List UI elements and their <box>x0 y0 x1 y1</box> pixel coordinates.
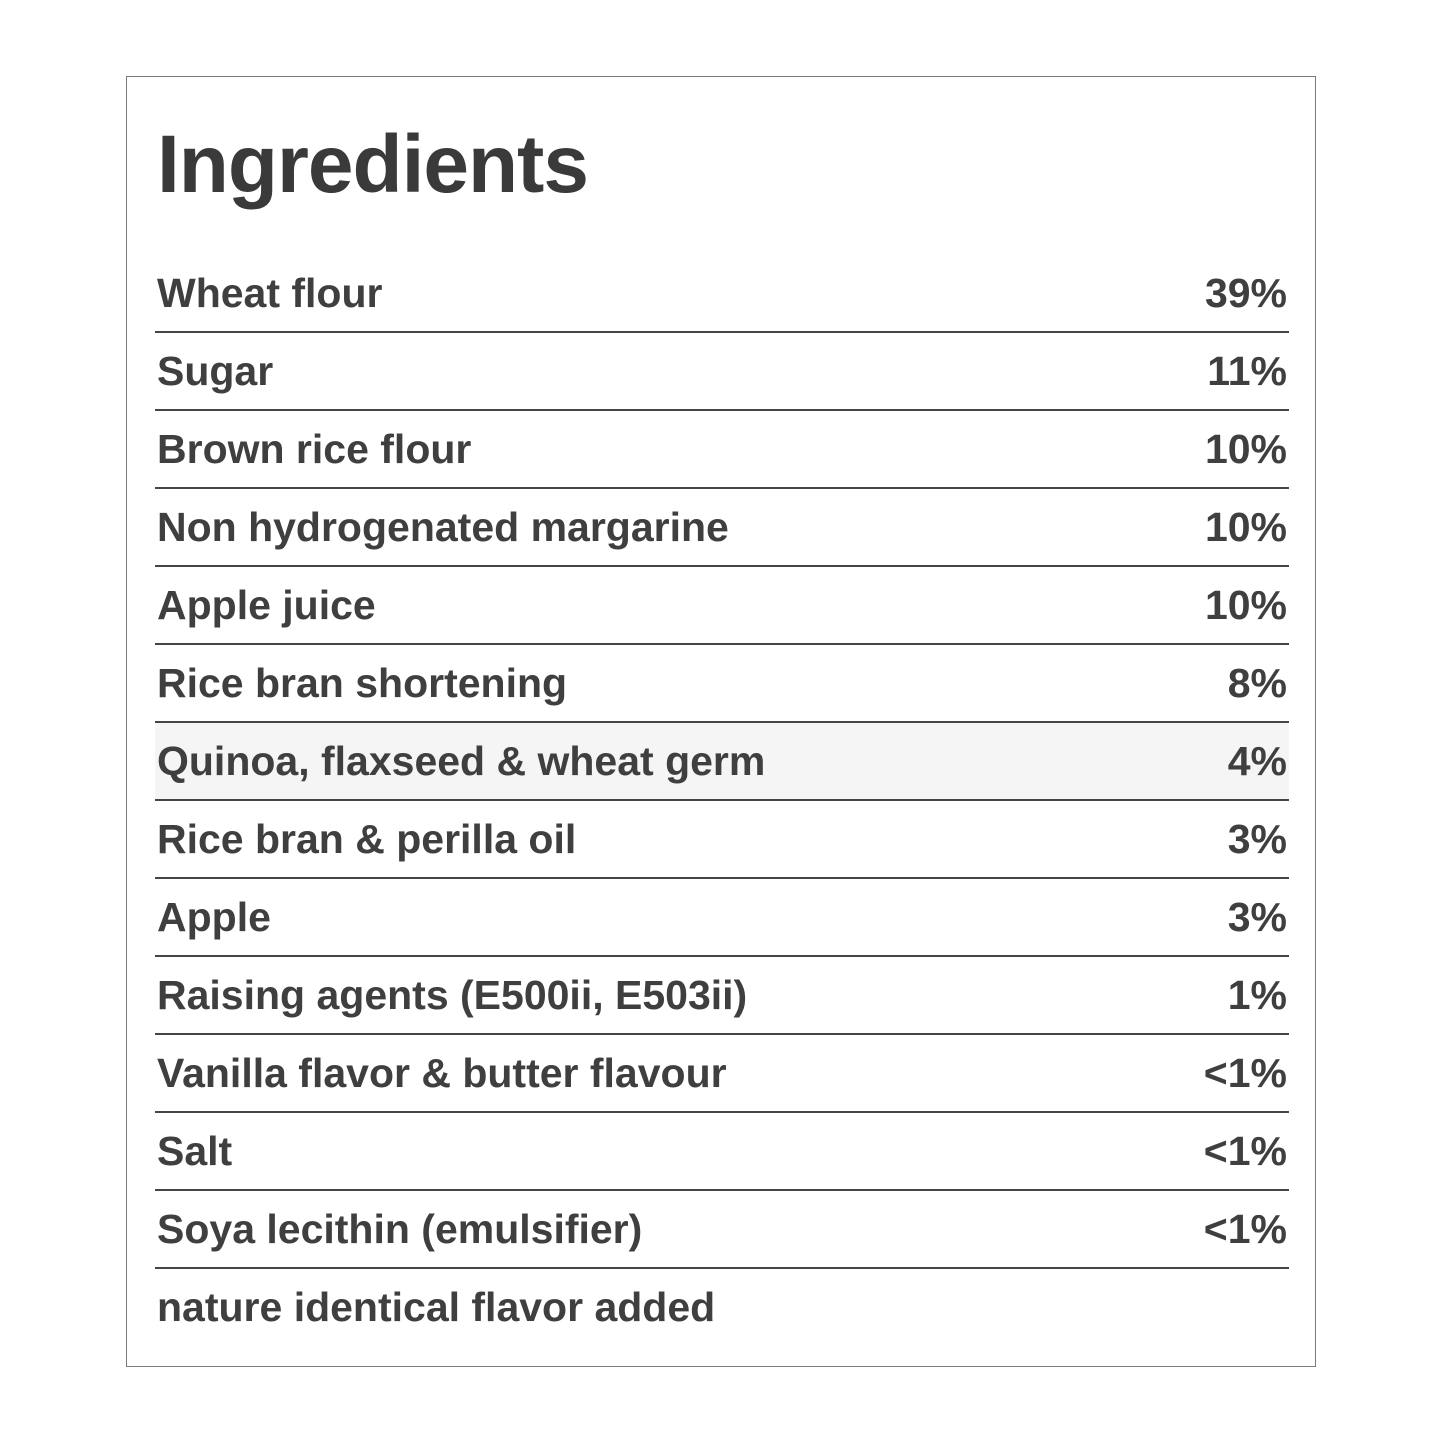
footnote: nature identical flavor added <box>157 1283 716 1330</box>
ingredient-name: Wheat flour <box>157 269 383 316</box>
ingredient-name: Brown rice flour <box>157 425 472 472</box>
ingredient-row <box>155 1191 1289 1269</box>
ingredient-row-highlighted <box>155 723 1289 801</box>
ingredient-row <box>155 411 1289 489</box>
ingredient-percent: <1% <box>1203 1049 1287 1096</box>
ingredient-percent: 39% <box>1204 269 1287 316</box>
ingredient-row <box>155 879 1289 957</box>
ingredient-row <box>155 333 1289 411</box>
ingredient-percent: 8% <box>1227 659 1287 706</box>
ingredient-row <box>155 645 1289 723</box>
ingredients-panel <box>126 76 1316 1367</box>
ingredient-percent: <1% <box>1203 1205 1287 1252</box>
ingredient-row <box>155 957 1289 1035</box>
ingredient-percent: 4% <box>1227 737 1287 784</box>
ingredient-row <box>155 567 1289 645</box>
ingredient-name: Sugar <box>157 347 274 394</box>
ingredient-name: Vanilla flavor & butter flavour <box>157 1049 727 1096</box>
ingredient-percent: 10% <box>1204 425 1287 472</box>
ingredient-percent: 3% <box>1227 815 1287 862</box>
ingredient-percent: 10% <box>1204 581 1287 628</box>
ingredient-percent: 11% <box>1207 347 1287 394</box>
ingredient-name: Raising agents (E500ii, E503ii) <box>157 971 748 1018</box>
ingredient-name: Rice bran shortening <box>157 659 568 706</box>
ingredient-row <box>155 1113 1289 1191</box>
ingredient-percent: 1% <box>1227 971 1287 1018</box>
ingredient-name: Rice bran & perilla oil <box>157 815 577 862</box>
ingredient-percent: 10% <box>1204 503 1287 550</box>
page-title: Ingredients <box>157 119 588 210</box>
ingredient-name: Apple <box>157 893 271 940</box>
ingredient-name: Salt <box>157 1127 233 1174</box>
ingredient-row <box>155 255 1289 333</box>
ingredient-name: Quinoa, flaxseed & wheat germ <box>157 737 766 784</box>
ingredient-name: Non hydrogenated margarine <box>157 503 729 550</box>
ingredient-row <box>155 801 1289 879</box>
ingredient-percent: <1% <box>1203 1127 1287 1174</box>
ingredient-percent: 3% <box>1227 893 1287 940</box>
ingredient-row <box>155 1035 1289 1113</box>
ingredients-list <box>155 255 1289 1345</box>
ingredient-name: Soya lecithin (emulsifier) <box>157 1205 643 1252</box>
ingredient-name: Apple juice <box>157 581 376 628</box>
ingredient-row <box>155 489 1289 567</box>
